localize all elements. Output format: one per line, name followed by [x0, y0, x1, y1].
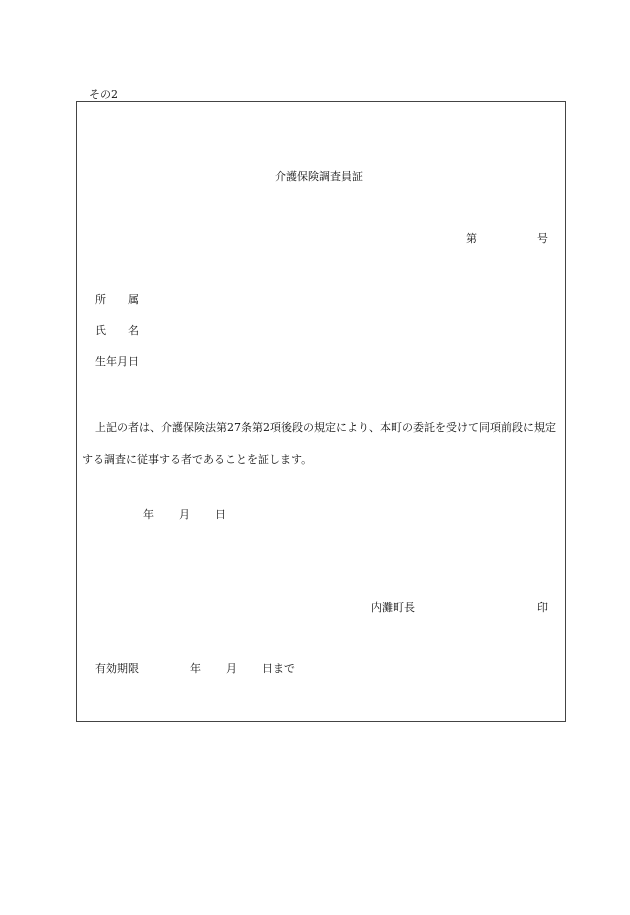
name-label: 氏 名	[95, 324, 139, 337]
validity-year: 年	[190, 662, 201, 675]
affiliation-label: 所 属	[95, 293, 139, 306]
birthdate-label: 生年月日	[95, 355, 139, 368]
issue-date-year: 年	[143, 508, 154, 521]
number-suffix: 号	[537, 232, 548, 245]
form-label: その2	[89, 88, 118, 101]
validity-month: 月	[226, 662, 237, 675]
issuer-title: 内灘町長	[371, 601, 415, 614]
certificate-title: 介護保険調査員証	[275, 170, 363, 183]
issue-date-month: 月	[179, 508, 190, 521]
seal-mark: 印	[537, 601, 548, 614]
certification-statement	[82, 412, 562, 476]
validity-day-until: 日まで	[262, 662, 295, 675]
certification-statement-text: 上記の者は、介護保険法第27条第2項後段の規定により、本町の委託を受けて同項前段に規定する調査に従事する者であることを証します。	[82, 421, 556, 466]
issue-date-day: 日	[215, 508, 226, 521]
validity-label: 有効期限	[95, 662, 139, 675]
number-prefix: 第	[466, 232, 477, 245]
